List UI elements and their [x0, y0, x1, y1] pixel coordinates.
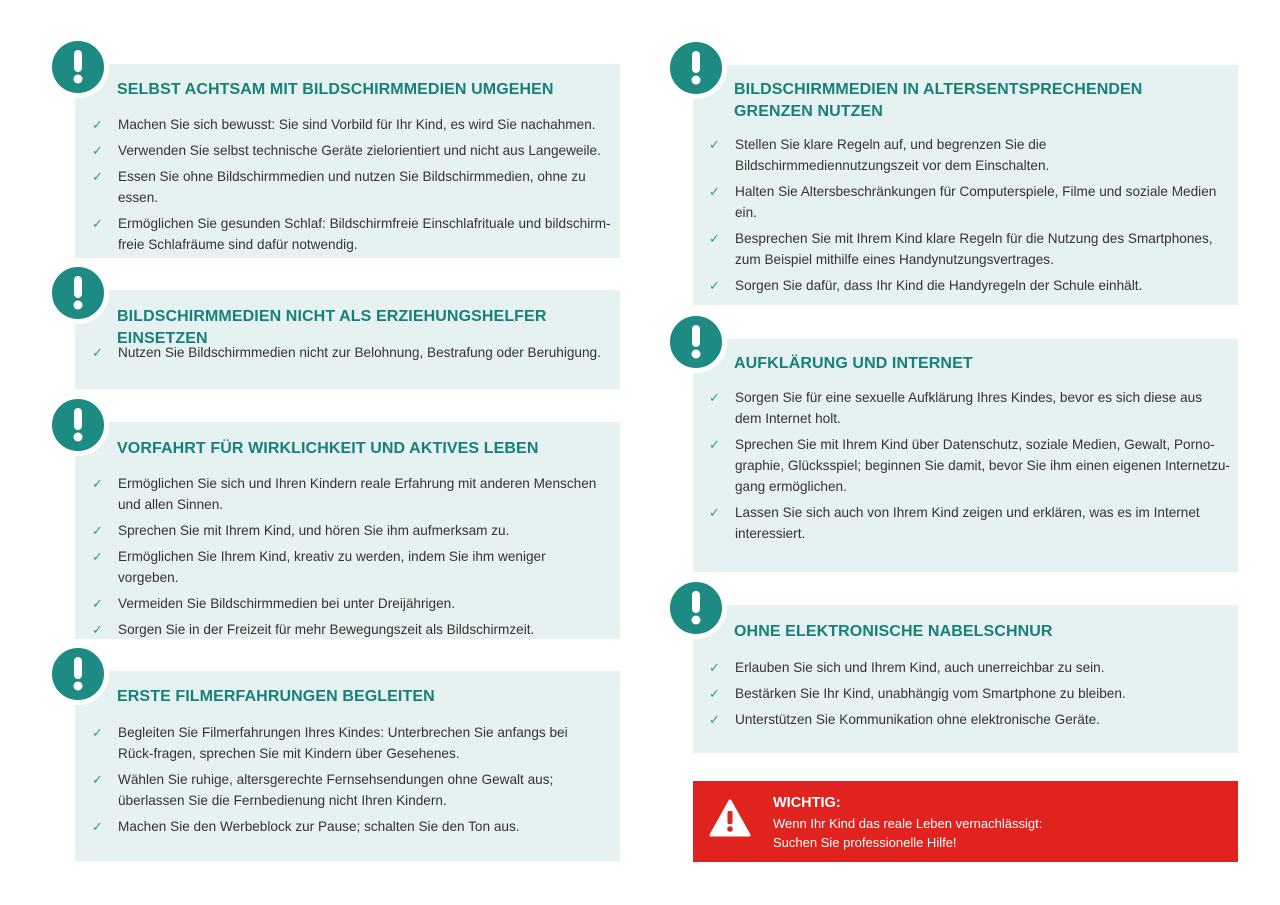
list-item-text: Vermeiden Sie Bildschirmmedien bei unter Dreijährigen.	[118, 596, 455, 611]
list-item-text: Ermöglichen Sie Ihrem Kind, kreativ zu werden, indem Sie ihm weniger vorgeben.	[118, 549, 546, 585]
list-item-text: Stellen Sie klare Regeln auf, und begrenzen Sie die Bildschirmmediennutzungszeit vor dem Einschalten.	[735, 137, 1050, 173]
list-item	[92, 166, 612, 208]
list-item	[709, 709, 1231, 730]
warning-text-line-2: Suchen Sie professionelle Hilfe!	[773, 835, 957, 850]
check-icon: ✓	[709, 660, 720, 675]
list-item-text: Begleiten Sie Filmerfahrungen Ihres Kindes: Unterbrechen Sie anfangs bei Rück-fragen, sprechen Sie mit Kindern über Gesehenes.	[118, 725, 568, 761]
list-item	[709, 683, 1231, 704]
list-item-text: Unterstützen Sie Kommunikation ohne elektronische Geräte.	[735, 712, 1100, 727]
check-icon: ✓	[709, 390, 720, 405]
list-item	[92, 213, 612, 255]
bullet-list	[92, 114, 612, 260]
bullet-list	[709, 657, 1231, 735]
check-icon: ✓	[709, 437, 720, 452]
list-item-text: Ermöglichen Sie sich und Ihren Kindern reale Erfahrung mit anderen Menschen und allen Sinnen.	[118, 476, 597, 512]
list-item	[709, 134, 1231, 176]
section-card-erziehungshelfer	[75, 290, 620, 389]
check-icon: ✓	[92, 725, 103, 740]
list-item	[92, 520, 597, 541]
list-item-text: Machen Sie sich bewusst: Sie sind Vorbild für Ihr Kind, es wird Sie nachahmen.	[118, 117, 596, 132]
list-item-text: Sprechen Sie mit Ihrem Kind, und hören Sie ihm aufmerksam zu.	[118, 523, 510, 538]
check-icon: ✓	[709, 184, 720, 199]
list-item-text: Sorgen Sie dafür, dass Ihr Kind die Handyregeln der Schule einhält.	[735, 278, 1143, 293]
check-icon: ✓	[709, 137, 720, 152]
list-item-text: Halten Sie Altersbeschränkungen für Computerspiele, Filme und soziale Medien ein.	[735, 184, 1217, 220]
bullet-list	[92, 473, 597, 645]
check-icon: ✓	[92, 117, 103, 132]
list-item-text: Besprechen Sie mit Ihrem Kind klare Regeln für die Nutzung des Smartphones, zum Beispiel mithilfe eines Handynutzungsvertrages.	[735, 231, 1213, 267]
exclamation-icon	[665, 37, 727, 99]
list-item	[709, 275, 1231, 296]
list-item	[92, 593, 597, 614]
bullet-list	[709, 387, 1231, 549]
exclamation-icon	[47, 643, 109, 705]
list-item	[709, 502, 1231, 544]
section-title: SELBST ACHTSAM MIT BILDSCHIRMMEDIEN UMGEHEN	[117, 81, 554, 98]
bullet-list	[92, 342, 612, 368]
section-card-nabelschnur	[693, 605, 1238, 753]
section-card-wirklichkeit	[75, 422, 620, 639]
section-card-achtsam	[75, 64, 620, 258]
list-item-text: Ermöglichen Sie gesunden Schlaf: Bildschirmfreie Einschlafrituale und bildschirm-freie Schlafräume sind dafür notwendig.	[118, 216, 611, 252]
list-item	[709, 434, 1231, 497]
check-icon: ✓	[709, 712, 720, 727]
check-icon: ✓	[92, 169, 103, 184]
check-icon: ✓	[92, 345, 103, 360]
list-item	[709, 228, 1231, 270]
check-icon: ✓	[92, 523, 103, 538]
list-item-text: Machen Sie den Werbeblock zur Pause; schalten Sie den Ton aus.	[118, 819, 520, 834]
list-item	[709, 387, 1231, 429]
bullet-list	[709, 134, 1231, 301]
list-item	[92, 473, 597, 515]
list-item-text: Lassen Sie sich auch von Ihrem Kind zeigen und erklären, was es im Internet interessiert.	[735, 505, 1200, 541]
check-icon: ✓	[709, 278, 720, 293]
list-item	[92, 114, 612, 135]
list-item-text: Wählen Sie ruhige, altersgerechte Fernsehsendungen ohne Gewalt aus; überlassen Sie die Fernbedienung nicht Ihren Kindern.	[118, 772, 554, 808]
check-icon: ✓	[709, 686, 720, 701]
list-item-text: Sprechen Sie mit Ihrem Kind über Datenschutz, soziale Medien, Gewalt, Porno-graphie, Glücksspiel; beginnen Sie damit, bevor Sie ihm einen eigenen Internetzu-gang ermöglichen.	[735, 437, 1230, 494]
section-card-altersgrenzen	[693, 65, 1238, 305]
section-title: BILDSCHIRMMEDIEN IN ALTERSENTSPRECHENDEN GRENZEN NUTZEN	[734, 81, 1143, 120]
check-icon: ✓	[92, 596, 103, 611]
check-icon: ✓	[92, 772, 103, 787]
section-title: AUFKLÄRUNG UND INTERNET	[734, 355, 973, 372]
section-card-filmerfahrungen	[75, 671, 620, 861]
list-item-text: Bestärken Sie Ihr Kind, unabhängig vom Smartphone zu bleiben.	[735, 686, 1126, 701]
section-title: VORFAHRT FÜR WIRKLICHKEIT UND AKTIVES LEBEN	[117, 440, 539, 457]
section-title: BILDSCHIRMMEDIEN NICHT ALS ERZIEHUNGSHELFER EINSETZEN	[117, 308, 547, 347]
warning-text-line-1: Wenn Ihr Kind das reale Leben vernachlässigt:	[773, 816, 1043, 831]
warning-triangle-icon	[709, 799, 751, 842]
warning-box	[693, 781, 1238, 862]
check-icon: ✓	[709, 231, 720, 246]
list-item	[92, 619, 597, 640]
check-icon: ✓	[709, 505, 720, 520]
section-title: OHNE ELEKTRONISCHE NABELSCHNUR	[734, 623, 1053, 640]
exclamation-icon	[47, 36, 109, 98]
list-item	[92, 546, 597, 588]
list-item	[709, 181, 1231, 223]
list-item-text: Sorgen Sie in der Freizeit für mehr Bewegungszeit als Bildschirmzeit.	[118, 622, 535, 637]
check-icon: ✓	[92, 549, 103, 564]
bullet-list	[92, 722, 602, 842]
section-title: ERSTE FILMERFAHRUNGEN BEGLEITEN	[117, 688, 435, 705]
list-item	[92, 816, 602, 837]
list-item	[92, 769, 602, 811]
list-item	[92, 140, 612, 161]
list-item	[92, 722, 602, 764]
list-item-text: Essen Sie ohne Bildschirmmedien und nutzen Sie Bildschirmmedien, ohne zu essen.	[118, 169, 586, 205]
check-icon: ✓	[92, 143, 103, 158]
exclamation-icon	[665, 311, 727, 373]
section-card-aufklaerung	[693, 339, 1238, 572]
check-icon: ✓	[92, 476, 103, 491]
exclamation-icon	[47, 394, 109, 456]
list-item-text: Verwenden Sie selbst technische Geräte zielorientiert und nicht aus Langeweile.	[118, 143, 601, 158]
list-item-text: Nutzen Sie Bildschirmmedien nicht zur Belohnung, Bestrafung oder Beruhigung.	[118, 345, 601, 360]
exclamation-icon	[665, 577, 727, 639]
check-icon: ✓	[92, 819, 103, 834]
check-icon: ✓	[92, 216, 103, 231]
warning-title: WICHTIG:	[773, 795, 841, 811]
list-item-text: Sorgen Sie für eine sexuelle Aufklärung Ihres Kindes, bevor es sich diese aus dem Internet holt.	[735, 390, 1202, 426]
list-item-text: Erlauben Sie sich und Ihrem Kind, auch unerreichbar zu sein.	[735, 660, 1105, 675]
check-icon: ✓	[92, 622, 103, 637]
exclamation-icon	[47, 262, 109, 324]
list-item	[709, 657, 1231, 678]
list-item	[92, 342, 612, 363]
